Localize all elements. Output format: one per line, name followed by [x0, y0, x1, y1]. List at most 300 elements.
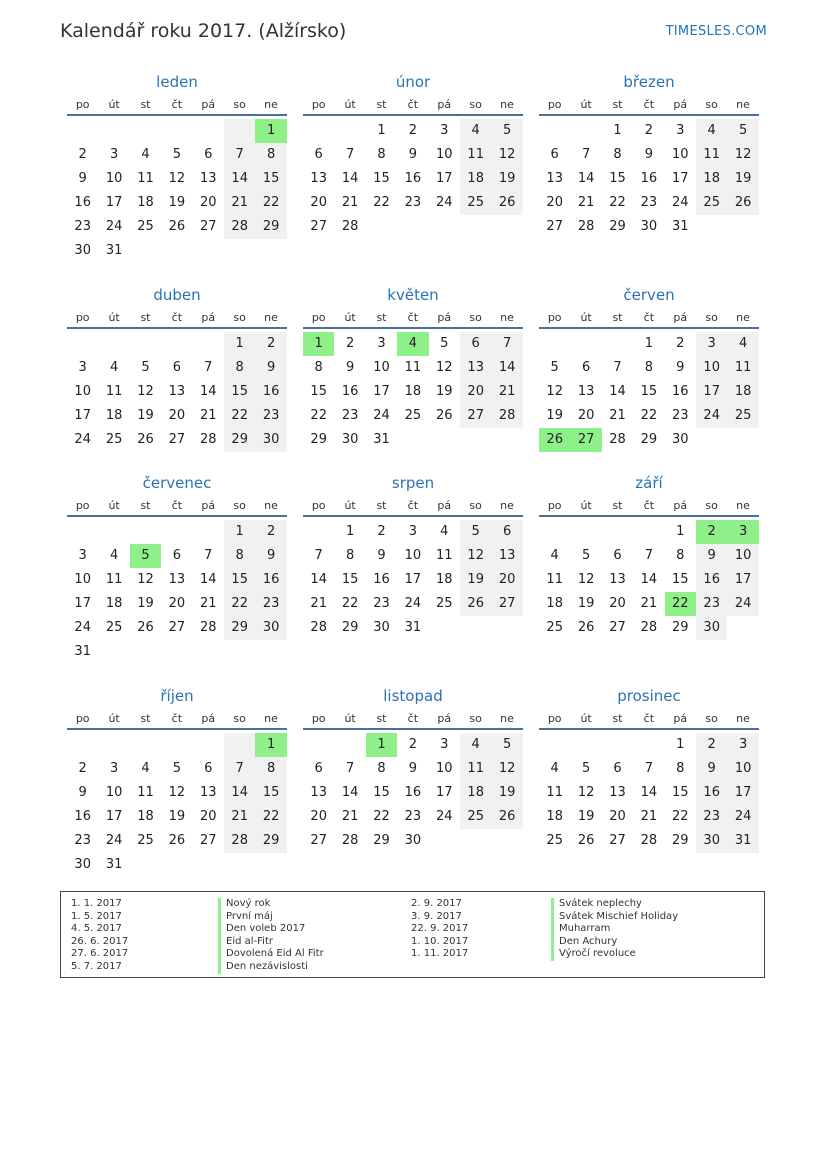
day-cell[interactable]: 7 — [345, 761, 355, 776]
day-cell[interactable]: 20 — [310, 809, 327, 824]
day-cell[interactable]: 10 — [436, 761, 453, 776]
day-cell[interactable]: 20 — [200, 809, 217, 824]
day-cell[interactable]: 24 — [74, 620, 91, 635]
day-cell[interactable]: 23 — [341, 408, 359, 423]
day-cell[interactable]: 6 — [613, 761, 622, 776]
day-cell[interactable]: 29 — [310, 432, 327, 447]
day-cell[interactable]: 14 — [577, 171, 595, 186]
day-cell[interactable]: 4 — [460, 733, 491, 757]
day-cell[interactable]: 28 — [200, 432, 217, 447]
day-cell[interactable]: 11 — [436, 548, 453, 563]
day-cell[interactable]: 27 — [546, 219, 563, 234]
day-cell[interactable]: 18 — [137, 195, 154, 210]
day-cell[interactable]: 17 — [105, 195, 123, 210]
day-cell[interactable]: 8 — [224, 356, 255, 380]
day-cell[interactable]: 30 — [341, 432, 359, 447]
day-cell[interactable]: 22 — [672, 809, 689, 824]
day-cell[interactable]: 21 — [341, 809, 359, 824]
day-cell[interactable]: 7 — [581, 147, 591, 162]
day-cell[interactable]: 17 — [404, 572, 422, 587]
day-cell[interactable]: 21 — [200, 596, 217, 611]
day-cell[interactable]: 31 — [672, 219, 689, 234]
day-cell[interactable]: 23 — [696, 805, 727, 829]
day-cell[interactable]: 8 — [377, 147, 386, 162]
day-cell[interactable]: 17 — [105, 809, 123, 824]
day-cell[interactable]: 25 — [727, 404, 758, 428]
day-cell-holiday[interactable]: 26 — [539, 428, 570, 452]
day-cell[interactable]: 6 — [314, 761, 323, 776]
day-cell[interactable]: 19 — [168, 809, 186, 824]
day-cell[interactable]: 24 — [105, 219, 123, 234]
day-cell[interactable]: 1 — [676, 524, 685, 539]
day-cell[interactable]: 28 — [577, 219, 595, 234]
day-cell-holiday[interactable]: 4 — [397, 332, 428, 356]
day-cell[interactable]: 19 — [577, 809, 595, 824]
day-cell[interactable]: 4 — [550, 548, 559, 563]
day-cell[interactable]: 18 — [436, 572, 453, 587]
day-cell[interactable]: 31 — [105, 243, 123, 258]
day-cell[interactable]: 21 — [640, 809, 658, 824]
day-cell[interactable]: 14 — [341, 171, 359, 186]
day-cell[interactable]: 5 — [491, 733, 522, 757]
day-cell[interactable]: 2 — [644, 123, 654, 138]
day-cell[interactable]: 15 — [373, 171, 390, 186]
day-cell[interactable]: 15 — [255, 167, 286, 191]
day-cell[interactable]: 18 — [727, 380, 758, 404]
day-cell[interactable]: 17 — [74, 408, 91, 423]
day-cell[interactable]: 17 — [727, 568, 758, 592]
day-cell[interactable]: 2 — [255, 332, 286, 356]
day-cell[interactable]: 5 — [727, 119, 758, 143]
day-cell[interactable]: 23 — [672, 408, 689, 423]
day-cell[interactable]: 15 — [609, 171, 626, 186]
day-cell[interactable]: 26 — [491, 805, 522, 829]
day-cell[interactable]: 20 — [609, 596, 626, 611]
day-cell[interactable]: 6 — [613, 548, 622, 563]
day-cell[interactable]: 17 — [672, 171, 689, 186]
day-cell[interactable]: 14 — [491, 356, 522, 380]
day-cell[interactable]: 25 — [696, 191, 727, 215]
day-cell[interactable]: 24 — [404, 596, 422, 611]
day-cell[interactable]: 14 — [609, 384, 626, 399]
day-cell[interactable]: 8 — [255, 143, 286, 167]
day-cell[interactable]: 3 — [78, 548, 87, 563]
day-cell[interactable]: 30 — [672, 432, 689, 447]
day-cell[interactable]: 12 — [436, 360, 453, 375]
day-cell[interactable]: 16 — [640, 171, 658, 186]
day-cell[interactable]: 28 — [640, 620, 658, 635]
day-cell[interactable]: 3 — [377, 336, 386, 351]
day-cell[interactable]: 10 — [727, 544, 758, 568]
day-cell[interactable]: 10 — [696, 356, 727, 380]
day-cell[interactable]: 7 — [204, 360, 213, 375]
brand-link[interactable]: TIMESLES.COM — [665, 24, 767, 39]
day-cell[interactable]: 3 — [109, 147, 119, 162]
day-cell[interactable]: 27 — [200, 833, 217, 848]
day-cell[interactable]: 6 — [172, 548, 182, 563]
day-cell[interactable]: 30 — [74, 243, 91, 258]
day-cell[interactable]: 28 — [224, 829, 255, 853]
day-cell[interactable]: 9 — [696, 757, 727, 781]
day-cell[interactable]: 4 — [141, 761, 150, 776]
day-cell[interactable]: 11 — [105, 572, 123, 587]
day-cell[interactable]: 16 — [404, 785, 422, 800]
day-cell[interactable]: 17 — [696, 380, 727, 404]
day-cell[interactable]: 9 — [408, 147, 418, 162]
day-cell[interactable]: 7 — [224, 757, 255, 781]
day-cell[interactable]: 1 — [377, 123, 386, 138]
day-cell[interactable]: 14 — [341, 785, 359, 800]
day-cell-holiday[interactable]: 1 — [255, 733, 286, 757]
day-cell[interactable]: 1 — [224, 332, 255, 356]
day-cell[interactable]: 2 — [696, 733, 727, 757]
day-cell[interactable]: 9 — [696, 544, 727, 568]
day-cell[interactable]: 31 — [404, 620, 422, 635]
day-cell[interactable]: 27 — [609, 833, 626, 848]
day-cell[interactable]: 23 — [696, 592, 727, 616]
day-cell[interactable]: 25 — [137, 219, 154, 234]
day-cell[interactable]: 12 — [137, 384, 154, 399]
day-cell[interactable]: 25 — [546, 833, 563, 848]
day-cell[interactable]: 26 — [491, 191, 522, 215]
day-cell[interactable]: 8 — [676, 548, 685, 563]
day-cell[interactable]: 25 — [105, 620, 123, 635]
day-cell[interactable]: 9 — [408, 761, 418, 776]
day-cell[interactable]: 1 — [224, 520, 255, 544]
day-cell[interactable]: 16 — [255, 380, 286, 404]
day-cell-holiday[interactable]: 5 — [130, 544, 161, 568]
day-cell[interactable]: 22 — [310, 408, 327, 423]
day-cell[interactable]: 4 — [109, 360, 119, 375]
day-cell[interactable]: 6 — [172, 360, 182, 375]
day-cell[interactable]: 9 — [78, 171, 87, 186]
day-cell[interactable]: 6 — [314, 147, 323, 162]
day-cell[interactable]: 29 — [672, 620, 689, 635]
day-cell[interactable]: 24 — [436, 195, 453, 210]
day-cell[interactable]: 24 — [373, 408, 390, 423]
day-cell[interactable]: 11 — [137, 785, 154, 800]
day-cell[interactable]: 29 — [672, 833, 689, 848]
day-cell[interactable]: 25 — [105, 432, 123, 447]
day-cell[interactable]: 2 — [78, 147, 87, 162]
day-cell[interactable]: 20 — [168, 596, 186, 611]
day-cell-holiday[interactable]: 1 — [255, 119, 286, 143]
day-cell[interactable]: 26 — [137, 620, 154, 635]
day-cell[interactable]: 27 — [200, 219, 217, 234]
day-cell[interactable]: 7 — [345, 147, 355, 162]
day-cell[interactable]: 28 — [341, 219, 359, 234]
day-cell[interactable]: 24 — [672, 195, 689, 210]
day-cell[interactable]: 12 — [460, 544, 491, 568]
day-cell[interactable]: 14 — [224, 781, 255, 805]
day-cell[interactable]: 21 — [640, 596, 658, 611]
day-cell[interactable]: 18 — [696, 167, 727, 191]
day-cell[interactable]: 30 — [373, 620, 390, 635]
day-cell[interactable]: 9 — [676, 360, 685, 375]
day-cell[interactable]: 3 — [676, 123, 685, 138]
day-cell[interactable]: 5 — [440, 336, 449, 351]
day-cell[interactable]: 24 — [74, 432, 91, 447]
day-cell[interactable]: 8 — [644, 360, 654, 375]
day-cell[interactable]: 26 — [137, 432, 154, 447]
day-cell[interactable]: 12 — [491, 757, 522, 781]
day-cell[interactable]: 9 — [377, 548, 386, 563]
day-cell[interactable]: 28 — [310, 620, 327, 635]
day-cell[interactable]: 11 — [546, 785, 563, 800]
day-cell[interactable]: 7 — [613, 360, 622, 375]
day-cell[interactable]: 19 — [137, 596, 154, 611]
day-cell-holiday[interactable]: 1 — [366, 733, 397, 757]
day-cell[interactable]: 1 — [644, 336, 654, 351]
day-cell[interactable]: 11 — [137, 171, 154, 186]
day-cell[interactable]: 15 — [255, 781, 286, 805]
day-cell[interactable]: 18 — [404, 384, 422, 399]
day-cell[interactable]: 19 — [137, 408, 154, 423]
day-cell[interactable]: 21 — [491, 380, 522, 404]
day-cell[interactable]: 22 — [224, 592, 255, 616]
day-cell[interactable]: 4 — [696, 119, 727, 143]
day-cell[interactable]: 11 — [404, 360, 422, 375]
day-cell[interactable]: 30 — [696, 616, 727, 640]
day-cell[interactable]: 5 — [491, 119, 522, 143]
day-cell[interactable]: 12 — [546, 384, 563, 399]
day-cell[interactable]: 15 — [373, 785, 390, 800]
day-cell[interactable]: 14 — [200, 572, 217, 587]
day-cell[interactable]: 23 — [373, 596, 390, 611]
day-cell[interactable]: 3 — [696, 332, 727, 356]
day-cell[interactable]: 18 — [460, 167, 491, 191]
day-cell[interactable]: 13 — [168, 384, 186, 399]
day-cell[interactable]: 28 — [640, 833, 658, 848]
day-cell[interactable]: 13 — [609, 572, 626, 587]
day-cell[interactable]: 16 — [74, 809, 91, 824]
day-cell[interactable]: 23 — [255, 404, 286, 428]
day-cell[interactable]: 5 — [172, 761, 182, 776]
day-cell[interactable]: 16 — [255, 568, 286, 592]
day-cell[interactable]: 19 — [460, 568, 491, 592]
day-cell[interactable]: 28 — [491, 404, 522, 428]
day-cell[interactable]: 10 — [727, 757, 758, 781]
day-cell[interactable]: 25 — [404, 408, 422, 423]
day-cell[interactable]: 24 — [105, 833, 123, 848]
day-cell[interactable]: 18 — [546, 596, 563, 611]
day-cell[interactable]: 22 — [255, 805, 286, 829]
day-cell[interactable]: 16 — [696, 781, 727, 805]
day-cell[interactable]: 21 — [224, 191, 255, 215]
day-cell[interactable]: 11 — [727, 356, 758, 380]
day-cell[interactable]: 7 — [491, 332, 522, 356]
day-cell[interactable]: 6 — [491, 520, 522, 544]
day-cell[interactable]: 23 — [74, 833, 91, 848]
day-cell[interactable]: 9 — [255, 356, 286, 380]
day-cell[interactable]: 29 — [640, 432, 658, 447]
day-cell[interactable]: 23 — [255, 592, 286, 616]
day-cell[interactable]: 3 — [78, 360, 87, 375]
day-cell[interactable]: 27 — [168, 432, 186, 447]
day-cell[interactable]: 25 — [460, 191, 491, 215]
day-cell[interactable]: 3 — [727, 733, 758, 757]
day-cell[interactable]: 30 — [640, 219, 658, 234]
day-cell[interactable]: 27 — [310, 833, 327, 848]
day-cell[interactable]: 29 — [224, 428, 255, 452]
day-cell[interactable]: 8 — [255, 757, 286, 781]
day-cell[interactable]: 12 — [168, 171, 186, 186]
day-cell[interactable]: 14 — [224, 167, 255, 191]
day-cell[interactable]: 11 — [460, 757, 491, 781]
day-cell[interactable]: 17 — [74, 596, 91, 611]
day-cell[interactable]: 4 — [460, 119, 491, 143]
day-cell[interactable]: 12 — [577, 572, 595, 587]
day-cell[interactable]: 23 — [74, 219, 91, 234]
day-cell[interactable]: 13 — [546, 171, 563, 186]
day-cell[interactable]: 27 — [310, 219, 327, 234]
day-cell[interactable]: 10 — [105, 171, 123, 186]
day-cell[interactable]: 29 — [255, 829, 286, 853]
day-cell[interactable]: 22 — [373, 809, 390, 824]
day-cell[interactable]: 13 — [609, 785, 626, 800]
day-cell[interactable]: 19 — [727, 167, 758, 191]
day-cell[interactable]: 27 — [168, 620, 186, 635]
day-cell[interactable]: 8 — [345, 548, 355, 563]
day-cell[interactable]: 3 — [440, 123, 449, 138]
day-cell[interactable]: 20 — [491, 568, 522, 592]
day-cell[interactable]: 30 — [255, 428, 286, 452]
day-cell[interactable]: 23 — [404, 809, 422, 824]
day-cell[interactable]: 25 — [460, 805, 491, 829]
day-cell[interactable]: 2 — [377, 524, 386, 539]
day-cell[interactable]: 5 — [172, 147, 182, 162]
day-cell[interactable]: 26 — [436, 408, 453, 423]
day-cell[interactable]: 5 — [460, 520, 491, 544]
day-cell[interactable]: 21 — [310, 596, 327, 611]
day-cell[interactable]: 6 — [550, 147, 559, 162]
day-cell[interactable]: 14 — [200, 384, 217, 399]
day-cell[interactable]: 31 — [105, 857, 123, 872]
day-cell[interactable]: 21 — [224, 805, 255, 829]
day-cell[interactable]: 7 — [644, 548, 654, 563]
day-cell[interactable]: 10 — [74, 384, 91, 399]
day-cell[interactable]: 21 — [341, 195, 359, 210]
day-cell[interactable]: 20 — [310, 195, 327, 210]
day-cell[interactable]: 13 — [460, 356, 491, 380]
day-cell[interactable]: 2 — [408, 737, 418, 752]
day-cell[interactable]: 3 — [440, 737, 449, 752]
day-cell[interactable]: 15 — [224, 380, 255, 404]
day-cell[interactable]: 22 — [373, 195, 390, 210]
day-cell[interactable]: 5 — [550, 360, 559, 375]
day-cell[interactable]: 10 — [105, 785, 123, 800]
day-cell[interactable]: 6 — [460, 332, 491, 356]
day-cell[interactable]: 25 — [436, 596, 453, 611]
day-cell[interactable]: 1 — [345, 524, 355, 539]
day-cell[interactable]: 16 — [672, 384, 689, 399]
day-cell[interactable]: 13 — [491, 544, 522, 568]
day-cell[interactable]: 2 — [345, 336, 355, 351]
day-cell[interactable]: 22 — [609, 195, 626, 210]
day-cell[interactable]: 5 — [581, 761, 591, 776]
day-cell[interactable]: 8 — [314, 360, 323, 375]
day-cell[interactable]: 20 — [577, 408, 595, 423]
day-cell[interactable]: 30 — [74, 857, 91, 872]
day-cell[interactable]: 11 — [696, 143, 727, 167]
day-cell[interactable]: 27 — [609, 620, 626, 635]
day-cell[interactable]: 27 — [460, 404, 491, 428]
day-cell[interactable]: 19 — [491, 781, 522, 805]
day-cell[interactable]: 17 — [727, 781, 758, 805]
day-cell[interactable]: 8 — [613, 147, 622, 162]
day-cell[interactable]: 19 — [436, 384, 453, 399]
day-cell[interactable]: 4 — [550, 761, 559, 776]
day-cell[interactable]: 2 — [255, 520, 286, 544]
day-cell[interactable]: 15 — [640, 384, 658, 399]
day-cell[interactable]: 10 — [373, 360, 390, 375]
day-cell[interactable]: 7 — [224, 143, 255, 167]
day-cell[interactable]: 29 — [373, 833, 390, 848]
day-cell[interactable]: 28 — [200, 620, 217, 635]
day-cell[interactable]: 12 — [727, 143, 758, 167]
day-cell[interactable]: 13 — [310, 785, 327, 800]
day-cell[interactable]: 29 — [224, 616, 255, 640]
day-cell[interactable]: 22 — [224, 404, 255, 428]
day-cell[interactable]: 4 — [440, 524, 449, 539]
day-cell[interactable]: 10 — [672, 147, 689, 162]
day-cell[interactable]: 9 — [345, 360, 355, 375]
day-cell[interactable]: 24 — [696, 404, 727, 428]
day-cell[interactable]: 13 — [310, 171, 327, 186]
day-cell[interactable]: 4 — [727, 332, 758, 356]
day-cell[interactable]: 8 — [676, 761, 685, 776]
day-cell[interactable]: 2 — [676, 336, 685, 351]
day-cell[interactable]: 20 — [460, 380, 491, 404]
day-cell[interactable]: 28 — [341, 833, 359, 848]
day-cell[interactable]: 22 — [640, 408, 658, 423]
day-cell[interactable]: 5 — [581, 548, 591, 563]
day-cell[interactable]: 8 — [377, 761, 386, 776]
day-cell[interactable]: 19 — [168, 195, 186, 210]
day-cell[interactable]: 18 — [105, 596, 123, 611]
day-cell-holiday[interactable]: 2 — [696, 520, 727, 544]
day-cell[interactable]: 3 — [408, 524, 418, 539]
day-cell[interactable]: 16 — [696, 568, 727, 592]
day-cell[interactable]: 8 — [224, 544, 255, 568]
day-cell[interactable]: 12 — [577, 785, 595, 800]
day-cell[interactable]: 15 — [341, 572, 359, 587]
day-cell[interactable]: 17 — [373, 384, 390, 399]
day-cell[interactable]: 27 — [491, 592, 522, 616]
day-cell[interactable]: 9 — [644, 147, 654, 162]
day-cell[interactable]: 16 — [341, 384, 359, 399]
day-cell[interactable]: 31 — [74, 644, 91, 659]
day-cell-holiday[interactable]: 27 — [570, 428, 601, 452]
day-cell[interactable]: 10 — [404, 548, 422, 563]
day-cell[interactable]: 23 — [404, 195, 422, 210]
day-cell[interactable]: 30 — [696, 829, 727, 853]
day-cell[interactable]: 17 — [436, 785, 453, 800]
day-cell[interactable]: 10 — [436, 147, 453, 162]
day-cell[interactable]: 26 — [460, 592, 491, 616]
day-cell[interactable]: 11 — [105, 384, 123, 399]
day-cell[interactable]: 10 — [74, 572, 91, 587]
day-cell[interactable]: 31 — [727, 829, 758, 853]
day-cell[interactable]: 30 — [404, 833, 422, 848]
day-cell[interactable]: 14 — [640, 785, 658, 800]
day-cell[interactable]: 20 — [168, 408, 186, 423]
day-cell[interactable]: 1 — [613, 123, 622, 138]
day-cell[interactable]: 13 — [168, 572, 186, 587]
day-cell[interactable]: 28 — [224, 215, 255, 239]
day-cell[interactable]: 22 — [341, 596, 359, 611]
day-cell[interactable]: 4 — [141, 147, 150, 162]
